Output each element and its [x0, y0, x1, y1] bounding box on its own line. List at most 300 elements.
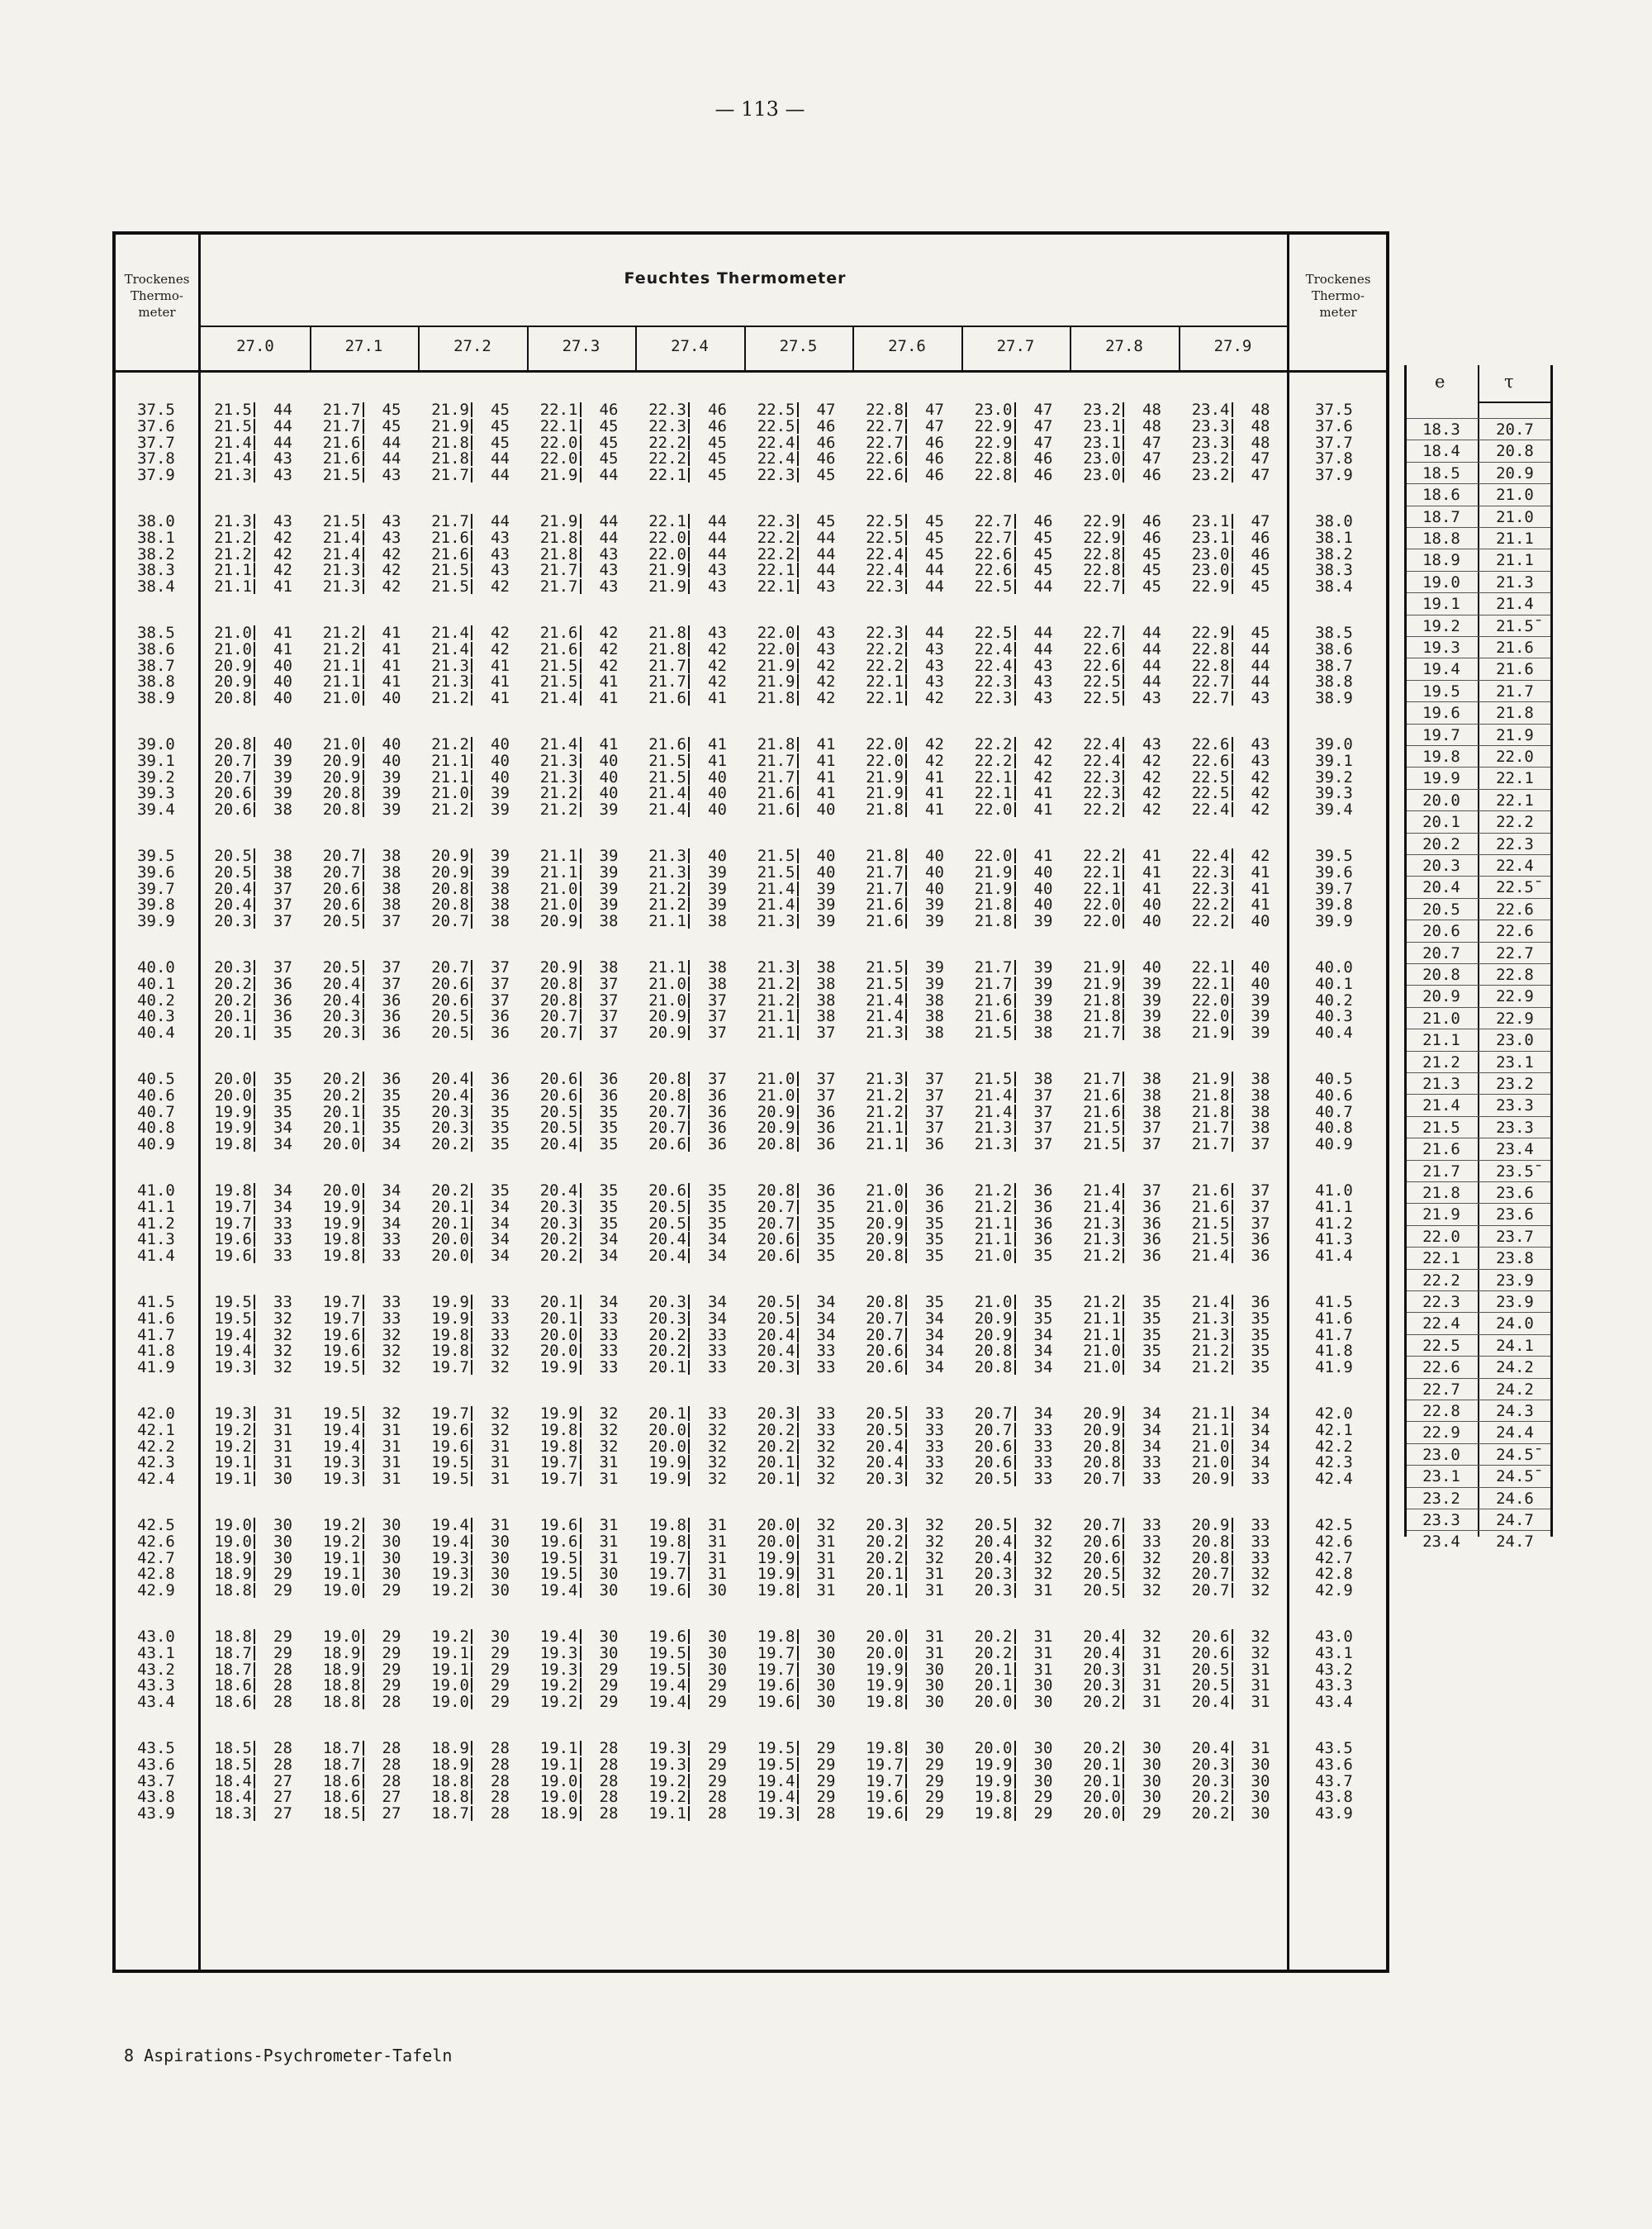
dew-point-value: 20.2	[539, 1230, 578, 1249]
table-row	[116, 435, 1388, 451]
side-tau-value: 21.7	[1496, 682, 1534, 701]
vapor-pressure-value: 31	[1142, 1660, 1161, 1679]
dry-value-right: 41.2	[1315, 1214, 1353, 1233]
cell-separator	[1232, 897, 1233, 912]
dew-point-value: 21.7	[539, 561, 578, 580]
vapor-pressure-value: 44	[708, 512, 727, 530]
vapor-pressure-value: 45	[382, 416, 401, 435]
vapor-pressure-value: 47	[1251, 466, 1270, 485]
cell-separator	[254, 977, 255, 991]
vapor-pressure-value: 33	[816, 1404, 836, 1423]
cell-separator	[1232, 1025, 1233, 1040]
dew-point-value: 20.6	[866, 1358, 904, 1377]
dew-point-value: 22.2	[866, 639, 904, 658]
dew-point-value: 19.8	[539, 1420, 578, 1439]
vapor-pressure-value: 47	[1142, 449, 1161, 468]
cell-separator	[580, 993, 582, 1008]
cell-separator	[254, 530, 255, 545]
vapor-pressure-value: 33	[1142, 1470, 1161, 1489]
dew-point-value: 20.3	[1191, 1771, 1230, 1790]
dew-point-value: 21.7	[431, 512, 469, 530]
dew-point-value: 21.8	[1083, 991, 1121, 1010]
vapor-pressure-value: 43	[816, 639, 836, 658]
dew-point-value: 19.1	[431, 1643, 469, 1662]
dew-point-value: 21.9	[757, 673, 795, 692]
dry-value-right: 40.5	[1315, 1070, 1353, 1088]
vapor-pressure-value: 31	[491, 1453, 510, 1472]
vapor-pressure-value: 39	[1142, 1007, 1161, 1026]
dew-point-value: 19.7	[322, 1309, 361, 1328]
dew-point-value: 19.9	[322, 1197, 361, 1216]
cell-separator	[471, 1774, 472, 1789]
cell-separator	[797, 1009, 799, 1024]
side-table-row	[1407, 1116, 1550, 1138]
vapor-pressure-value: 45	[925, 544, 944, 563]
side-tau-value: 22.4	[1496, 857, 1534, 875]
cell-separator	[1232, 1662, 1233, 1677]
cell-separator	[471, 1566, 472, 1581]
vapor-pressure-value: 32	[1033, 1532, 1053, 1551]
cell-separator	[254, 1295, 255, 1309]
vapor-pressure-value: 32	[925, 1532, 944, 1551]
vapor-pressure-value: 39	[1033, 974, 1053, 993]
dew-point-value: 21.1	[214, 561, 252, 580]
vapor-pressure-value: 34	[1142, 1420, 1161, 1439]
dew-point-value: 20.5	[1191, 1676, 1230, 1695]
cell-separator	[688, 1646, 690, 1661]
dew-point-value: 19.2	[322, 1516, 361, 1534]
dew-point-value: 19.3	[648, 1739, 686, 1757]
cell-separator	[1014, 1566, 1016, 1581]
side-tau-value: 20.8	[1496, 442, 1534, 461]
vapor-pressure-value: 41	[816, 768, 836, 787]
side-tau-value: 23.9	[1496, 1271, 1534, 1290]
dew-point-value: 20.5	[1083, 1581, 1121, 1600]
dew-point-value: 21.2	[539, 801, 578, 820]
cell-separator	[254, 1646, 255, 1661]
table-row	[116, 848, 1388, 864]
dew-point-value: 22.3	[866, 577, 904, 596]
vapor-pressure-value: 31	[599, 1548, 619, 1567]
dew-point-value: 20.3	[539, 1214, 578, 1233]
vapor-pressure-value: 46	[1251, 528, 1270, 547]
dry-value-left: 39.4	[137, 801, 175, 820]
cell-separator	[1123, 1360, 1124, 1375]
dew-point-value: 22.4	[1083, 751, 1121, 770]
cell-separator	[1123, 897, 1124, 912]
cell-separator	[1014, 642, 1016, 657]
cell-separator	[1123, 514, 1124, 529]
cell-separator	[580, 1137, 582, 1152]
vapor-pressure-value: 30	[816, 1643, 836, 1662]
table-row	[116, 769, 1388, 786]
dew-point-value: 19.3	[214, 1404, 252, 1423]
dew-point-value: 21.3	[431, 656, 469, 675]
vapor-pressure-value: 34	[491, 1214, 510, 1233]
dew-point-value: 21.7	[757, 768, 795, 787]
cell-separator	[688, 1629, 690, 1644]
dew-point-value: 22.1	[1191, 974, 1230, 993]
dew-point-value: 22.3	[866, 624, 904, 642]
dew-point-value: 21.3	[214, 466, 252, 485]
dew-point-value: 20.9	[1083, 1420, 1121, 1439]
dew-point-value: 18.8	[214, 1581, 252, 1600]
cell-separator	[1232, 865, 1233, 880]
dew-point-value: 20.7	[974, 1404, 1013, 1423]
cell-separator	[1014, 848, 1016, 863]
cell-separator	[363, 1360, 364, 1375]
cell-separator	[363, 1406, 364, 1421]
vapor-pressure-value: 29	[1033, 1788, 1053, 1807]
vapor-pressure-value: 34	[599, 1230, 619, 1249]
dew-point-value: 21.4	[214, 433, 252, 452]
cell-separator	[688, 563, 690, 577]
cell-separator	[471, 468, 472, 482]
vapor-pressure-value: 47	[925, 401, 944, 419]
cell-separator	[471, 642, 472, 657]
vapor-pressure-value: 34	[925, 1325, 944, 1344]
dew-point-value: 20.7	[322, 847, 361, 865]
dew-point-value: 22.7	[866, 416, 904, 435]
dry-value-left: 41.6	[137, 1309, 175, 1328]
cell-separator	[580, 1455, 582, 1470]
vapor-pressure-value: 31	[708, 1548, 727, 1567]
dew-point-value: 21.6	[431, 528, 469, 547]
vapor-pressure-value: 30	[491, 1581, 510, 1600]
side-table-row	[1407, 1007, 1550, 1029]
dew-point-value: 22.8	[974, 466, 1013, 485]
dew-point-value: 20.5	[648, 1214, 686, 1233]
side-e-value: 22.0	[1422, 1227, 1460, 1246]
vapor-pressure-value: 42	[816, 656, 836, 675]
dry-value-right: 37.7	[1315, 433, 1353, 452]
vapor-pressure-value: 31	[816, 1581, 836, 1600]
vapor-pressure-value: 44	[1142, 656, 1161, 675]
vapor-pressure-value: 34	[273, 1119, 292, 1138]
cell-separator	[471, 1789, 472, 1804]
vapor-pressure-value: 42	[925, 689, 944, 708]
cell-separator	[363, 468, 364, 482]
vapor-pressure-value: 38	[1251, 1102, 1270, 1121]
dew-point-value: 21.7	[1083, 1070, 1121, 1088]
dry-header-line: Thermo-	[1311, 288, 1365, 303]
dry-value-right: 42.6	[1315, 1532, 1353, 1551]
wet-column-header: 27.9	[1213, 337, 1252, 355]
dew-point-value: 19.9	[539, 1358, 578, 1377]
side-tau-value: 21.3	[1496, 573, 1534, 592]
side-e-value: 22.7	[1422, 1380, 1460, 1399]
dew-point-value: 22.6	[866, 466, 904, 485]
dew-point-value: 21.5	[866, 958, 904, 977]
vapor-pressure-value: 29	[382, 1660, 401, 1679]
vapor-pressure-value: 46	[708, 416, 727, 435]
cell-separator	[905, 1105, 907, 1119]
dew-point-value: 21.3	[1191, 1325, 1230, 1344]
vapor-pressure-value: 36	[382, 991, 401, 1010]
cell-separator	[363, 737, 364, 752]
dew-point-value: 22.2	[1083, 801, 1121, 820]
cell-separator	[905, 1455, 907, 1470]
side-e-value: 19.0	[1422, 573, 1460, 592]
dew-point-value: 22.5	[866, 528, 904, 547]
dew-point-value: 19.7	[757, 1643, 795, 1662]
vapor-pressure-value: 37	[1251, 1135, 1270, 1154]
cell-separator	[580, 1662, 582, 1677]
cell-separator	[905, 1328, 907, 1343]
vapor-pressure-value: 34	[273, 1135, 292, 1154]
dew-point-value: 20.5	[322, 958, 361, 977]
cell-separator	[580, 865, 582, 880]
cell-separator	[254, 914, 255, 929]
vapor-pressure-value: 36	[491, 1024, 510, 1043]
dew-point-value: 22.5	[866, 512, 904, 530]
vapor-pressure-value: 45	[1251, 577, 1270, 596]
vapor-pressure-value: 41	[816, 751, 836, 770]
dew-point-value: 20.2	[431, 1135, 469, 1154]
dew-point-value: 20.3	[648, 1293, 686, 1311]
table-row	[116, 1215, 1388, 1232]
dew-point-value: 20.4	[648, 1230, 686, 1249]
dew-point-value: 20.7	[539, 1024, 578, 1043]
dew-point-value: 19.7	[539, 1470, 578, 1489]
cell-separator	[905, 770, 907, 785]
vapor-pressure-value: 30	[1142, 1755, 1161, 1774]
table-row	[116, 1071, 1388, 1087]
dry-value-right: 43.1	[1315, 1643, 1353, 1662]
cell-separator	[688, 802, 690, 817]
dew-point-value: 22.0	[1191, 991, 1230, 1010]
side-table-row	[1407, 1334, 1550, 1356]
vapor-pressure-value: 43	[273, 466, 292, 485]
vapor-pressure-value: 29	[599, 1693, 619, 1712]
cell-separator	[1123, 1566, 1124, 1581]
dew-point-value: 20.0	[866, 1643, 904, 1662]
cell-separator	[1014, 865, 1016, 880]
cell-separator	[471, 1534, 472, 1549]
dew-point-value: 21.1	[1191, 1420, 1230, 1439]
vapor-pressure-value: 29	[708, 1693, 727, 1712]
side-e-value: 21.5	[1422, 1118, 1460, 1137]
vapor-pressure-value: 28	[491, 1788, 510, 1807]
cell-separator	[254, 514, 255, 529]
cell-separator	[580, 514, 582, 529]
vapor-pressure-value: 40	[816, 863, 836, 882]
dew-point-value: 20.2	[866, 1532, 904, 1551]
dew-point-value: 19.1	[214, 1470, 252, 1489]
vapor-pressure-value: 30	[1251, 1771, 1270, 1790]
dew-point-value: 18.7	[322, 1739, 361, 1757]
side-e-value: 21.2	[1422, 1053, 1460, 1072]
table-row	[116, 785, 1388, 801]
vapor-pressure-value: 37	[382, 974, 401, 993]
vapor-pressure-value: 40	[491, 751, 510, 770]
vapor-pressure-value: 28	[599, 1739, 619, 1757]
cell-separator	[797, 642, 799, 657]
vapor-pressure-value: 29	[708, 1755, 727, 1774]
cell-separator	[1123, 530, 1124, 545]
cell-separator	[471, 1009, 472, 1024]
cell-separator	[580, 658, 582, 673]
side-table-row	[1407, 680, 1550, 701]
cell-separator	[1014, 1694, 1016, 1709]
vapor-pressure-value: 44	[273, 433, 292, 452]
dew-point-value: 20.0	[1083, 1804, 1121, 1823]
dew-point-value: 21.5	[648, 768, 686, 787]
cell-separator	[580, 547, 582, 562]
dew-point-value: 21.7	[974, 958, 1013, 977]
side-tau-value: 20.7	[1496, 421, 1534, 439]
vapor-pressure-value: 27	[273, 1804, 292, 1823]
dew-point-value: 21.2	[757, 974, 795, 993]
dew-point-value: 18.8	[322, 1676, 361, 1695]
dew-point-value: 23.0	[1191, 561, 1230, 580]
side-table-row	[1407, 1509, 1550, 1530]
vapor-pressure-value: 33	[925, 1437, 944, 1456]
dew-point-value: 21.8	[974, 896, 1013, 915]
vapor-pressure-value: 30	[1033, 1771, 1053, 1790]
cell-separator	[471, 1757, 472, 1772]
cell-separator	[363, 960, 364, 975]
cell-separator	[905, 530, 907, 545]
dew-point-value: 21.5	[1191, 1230, 1230, 1249]
table-row	[116, 418, 1388, 435]
dew-point-value: 20.7	[1083, 1470, 1121, 1489]
dew-point-value: 20.2	[322, 1070, 361, 1088]
vapor-pressure-value: 30	[1033, 1739, 1053, 1757]
dew-point-value: 21.5	[214, 401, 252, 419]
dew-point-value: 22.2	[757, 544, 795, 563]
vapor-pressure-value: 41	[382, 656, 401, 675]
side-table-row	[1407, 506, 1550, 527]
dew-point-value: 21.5	[974, 1070, 1013, 1088]
cell-separator	[580, 1360, 582, 1375]
cell-separator	[580, 1551, 582, 1566]
vapor-pressure-value: 31	[1033, 1660, 1053, 1679]
side-tau-value: 21.5̄	[1496, 616, 1534, 635]
side-tau-value: 23.0	[1496, 1031, 1534, 1050]
cell-separator	[688, 579, 690, 594]
side-tau-value: 22.6	[1496, 900, 1534, 919]
side-table-row	[1407, 1530, 1550, 1552]
cell-separator	[580, 579, 582, 594]
vapor-pressure-value: 33	[708, 1404, 727, 1423]
vapor-pressure-value: 38	[1033, 1070, 1053, 1088]
table-row	[116, 658, 1388, 674]
cell-separator	[688, 1105, 690, 1119]
vapor-pressure-value: 35	[1033, 1293, 1053, 1311]
dew-point-value: 19.9	[866, 1676, 904, 1695]
cell-separator	[905, 848, 907, 863]
vapor-pressure-value: 45	[1142, 577, 1161, 596]
dew-point-value: 20.3	[322, 1024, 361, 1043]
dry-value-right: 41.0	[1315, 1181, 1353, 1200]
dew-point-value: 21.8	[539, 528, 578, 547]
cell-separator	[1232, 1311, 1233, 1326]
side-table-row	[1407, 440, 1550, 461]
dew-point-value: 19.3	[431, 1548, 469, 1567]
dry-value-left: 42.3	[137, 1453, 175, 1472]
dew-point-value: 19.2	[648, 1788, 686, 1807]
cell-separator	[688, 691, 690, 706]
vapor-pressure-value: 35	[708, 1214, 727, 1233]
dew-point-value: 22.1	[757, 577, 795, 596]
cell-separator	[905, 1009, 907, 1024]
dry-value-left: 38.7	[137, 656, 175, 675]
cell-separator	[688, 1741, 690, 1756]
cell-separator	[254, 435, 255, 450]
cell-separator	[688, 770, 690, 785]
cell-separator	[1123, 1105, 1124, 1119]
dew-point-value: 19.9	[214, 1119, 252, 1138]
vapor-pressure-value: 31	[925, 1628, 944, 1646]
cell-separator	[905, 579, 907, 594]
dew-point-value: 21.0	[866, 1181, 904, 1200]
dew-point-value: 20.6	[866, 1342, 904, 1361]
table-row	[116, 1694, 1388, 1710]
vapor-pressure-value: 30	[816, 1660, 836, 1679]
dew-point-value: 20.8	[431, 896, 469, 915]
side-table-row	[1407, 1290, 1550, 1312]
cell-separator	[688, 435, 690, 450]
cell-separator	[1014, 1343, 1016, 1358]
cell-separator	[363, 1566, 364, 1581]
side-e-value: 18.5	[1422, 463, 1460, 482]
vapor-pressure-value: 30	[925, 1739, 944, 1757]
cell-separator	[1123, 977, 1124, 991]
dry-value-left: 39.3	[137, 784, 175, 803]
vapor-pressure-value: 44	[1251, 673, 1270, 692]
dew-point-value: 20.0	[757, 1532, 795, 1551]
dew-point-value: 19.6	[866, 1788, 904, 1807]
dry-value-left: 39.9	[137, 912, 175, 931]
vapor-pressure-value: 40	[708, 801, 727, 820]
cell-separator	[1014, 1806, 1016, 1821]
dew-point-value: 21.0	[974, 1247, 1013, 1266]
dew-point-value: 19.0	[431, 1693, 469, 1712]
cell-separator	[254, 625, 255, 640]
dew-point-value: 19.3	[539, 1643, 578, 1662]
dew-point-value: 22.9	[974, 416, 1013, 435]
dew-point-value: 18.4	[214, 1788, 252, 1807]
cell-separator	[1014, 1137, 1016, 1152]
dew-point-value: 21.7	[539, 577, 578, 596]
side-e-value: 21.7	[1422, 1162, 1460, 1181]
cell-separator	[471, 1646, 472, 1661]
vapor-pressure-value: 36	[273, 1007, 292, 1026]
vapor-pressure-value: 46	[925, 433, 944, 452]
dew-point-value: 19.8	[214, 1181, 252, 1200]
cell-separator	[688, 1757, 690, 1772]
dew-point-value: 22.6	[1191, 735, 1230, 753]
dew-point-value: 18.7	[214, 1660, 252, 1679]
dew-point-value: 22.1	[539, 416, 578, 435]
side-tau-value: 23.6	[1496, 1184, 1534, 1202]
vapor-pressure-value: 41	[491, 673, 510, 692]
cell-separator	[363, 547, 364, 562]
side-e-value: 19.2	[1422, 616, 1460, 635]
dew-point-value: 19.6	[214, 1247, 252, 1266]
table-row	[116, 1359, 1388, 1376]
vapor-pressure-value: 33	[816, 1358, 836, 1377]
cell-separator	[254, 1551, 255, 1566]
vapor-pressure-value: 32	[816, 1453, 836, 1472]
dew-point-value: 20.5	[539, 1102, 578, 1121]
dew-point-value: 20.9	[757, 1119, 795, 1138]
vapor-pressure-value: 42	[491, 577, 510, 596]
vapor-pressure-value: 35	[273, 1086, 292, 1105]
dew-point-value: 21.1	[757, 1007, 795, 1026]
vapor-pressure-value: 39	[382, 801, 401, 820]
